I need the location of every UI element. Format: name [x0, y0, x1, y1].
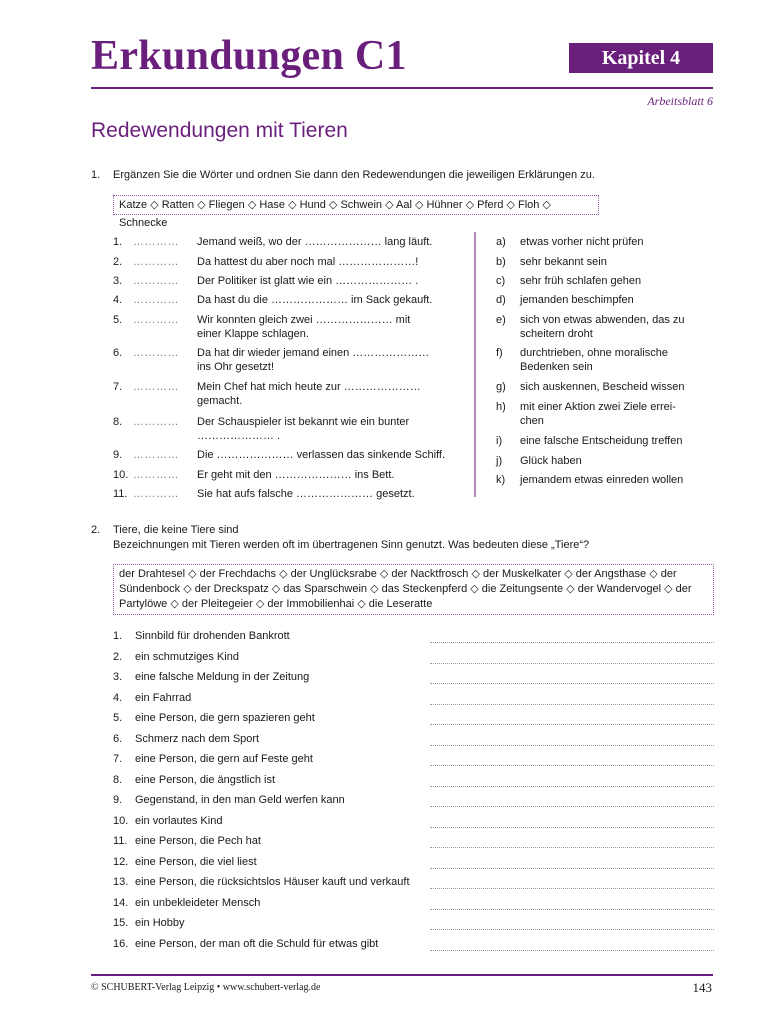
list-item-text: Schmerz nach dem Sport — [135, 732, 260, 745]
answer-blank[interactable]: ………… — [133, 449, 179, 461]
explanation-letter: c) — [496, 275, 506, 287]
page-number: 143 — [692, 980, 712, 995]
list-item-text: eine Person, die gern auf Feste geht — [135, 753, 313, 765]
list-number: 6. — [113, 732, 123, 745]
answer-line[interactable] — [430, 662, 714, 664]
answer-blank[interactable]: ………… — [133, 488, 179, 500]
footer-divider — [91, 974, 713, 976]
list-number: 14. — [113, 896, 129, 909]
list-number: 4. — [113, 691, 123, 704]
explanation-text: jemandem etwas einreden wollen — [520, 474, 684, 486]
column-divider — [474, 232, 476, 497]
idiom-number: 3. — [113, 275, 123, 287]
answer-line[interactable] — [430, 867, 714, 869]
explanation-text: sehr früh schlafen gehen — [520, 275, 642, 287]
brand-title: Erkundungen C1 — [91, 33, 407, 79]
explanation-text: Glück haben — [520, 455, 582, 467]
explanation-letter: j) — [496, 455, 503, 467]
list-number: 8. — [113, 773, 123, 786]
list-number: 11. — [113, 835, 128, 847]
exercise-1-instruction: Ergänzen Sie die Wörter und ordnen Sie dann den Redewendungen die jeweiligen Erklärungen zu. — [113, 169, 595, 181]
explanation-text: sich auskennen, Bescheid wissen — [520, 381, 685, 393]
answer-line[interactable] — [430, 641, 714, 643]
list-item-text: eine Person, die rücksichtslos Häuser kauft und verkauft — [135, 876, 410, 888]
exercise-2-number: 2. — [91, 524, 101, 536]
list-number: 7. — [113, 753, 123, 765]
idiom-number: 7. — [113, 381, 123, 393]
explanation-letter: d) — [496, 294, 506, 306]
chapter-badge: Kapitel 4 — [569, 43, 713, 73]
list-number: 10. — [113, 814, 129, 827]
answer-line[interactable] — [430, 682, 714, 684]
wordbox-line: der Drahtesel ◇ der Frechdachs ◇ der Unglücksrabe ◇ der Nacktfrosch ◇ der Muskelkater ◇ der Angsthase ◇ der — [119, 568, 677, 580]
explanation-text: sehr bekannt sein — [520, 256, 607, 268]
list-item-text: Gegenstand, in den man Geld werfen kann — [135, 794, 345, 806]
explanation-letter: i) — [496, 435, 503, 447]
answer-blank[interactable]: ………… — [133, 275, 179, 287]
explanation-letter: g) — [496, 381, 506, 393]
idiom-text: Die ………………… verlassen das sinkende Schiff. — [197, 449, 445, 461]
list-item-text: ein vorlautes Kind — [135, 814, 223, 827]
exercise-1-wordbox: Katze ◇ Ratten ◇ Fliegen ◇ Hase ◇ Hund ◇ Schwein ◇ Aal ◇ Hühner ◇ Pferd ◇ Floh ◇ Schnecke — [113, 195, 599, 215]
list-number: 2. — [113, 650, 123, 663]
idiom-number: 1. — [113, 236, 123, 248]
answer-line[interactable] — [430, 764, 714, 766]
idiom-number: 2. — [113, 256, 123, 268]
list-number: 3. — [113, 671, 123, 683]
answer-line[interactable] — [430, 723, 714, 725]
list-item-text: ein Fahrrad — [135, 691, 192, 704]
footer-copyright: © SCHUBERT-Verlag Leipzig • www.schubert-verlag.de — [91, 982, 321, 993]
list-number: 15. — [113, 917, 129, 929]
list-number: 5. — [113, 712, 123, 724]
idiom-text: Der Schauspieler ist bekannt wie ein bunter — [197, 416, 410, 428]
answer-blank[interactable]: ………… — [133, 236, 179, 248]
answer-blank[interactable]: ………… — [133, 469, 179, 481]
answer-line[interactable] — [430, 928, 714, 930]
idiom-number: 5. — [113, 314, 123, 326]
answer-blank[interactable]: ………… — [133, 314, 179, 326]
answer-line[interactable] — [430, 826, 714, 828]
list-item-text: eine Person, die gern spazieren geht — [135, 712, 315, 724]
page-title: Redewendungen mit Tieren — [91, 119, 348, 142]
answer-blank[interactable]: ………… — [133, 256, 179, 268]
idiom-text-cont: gemacht. — [197, 395, 243, 407]
explanation-letter: k) — [496, 474, 506, 486]
explanation-letter: h) — [496, 401, 506, 413]
idiom-text: Der Politiker ist glatt wie ein ………………… . — [197, 275, 419, 287]
list-number: 16. — [113, 937, 129, 950]
list-number: 9. — [113, 794, 123, 806]
explanation-letter: a) — [496, 236, 506, 248]
idiom-number: 9. — [113, 449, 123, 461]
explanation-text-cont: scheitern droht — [520, 328, 593, 340]
exercise-2-wordbox — [113, 564, 714, 615]
list-item-text: eine Person, die viel liest — [135, 855, 257, 868]
explanation-letter: e) — [496, 314, 506, 326]
list-number: 1. — [113, 630, 123, 642]
list-item-text: eine Person, der man oft die Schuld für etwas gibt — [135, 937, 379, 950]
explanation-text: jemanden beschimpfen — [520, 294, 634, 306]
list-number: 12. — [113, 855, 129, 868]
list-number: 13. — [113, 876, 129, 888]
idiom-number: 6. — [113, 347, 123, 359]
idiom-number: 11. — [113, 488, 128, 500]
idiom-text: Jemand weiß, wo der ………………… lang läuft. — [197, 236, 433, 248]
list-item-text: ein Hobby — [135, 917, 185, 929]
explanation-text-cont: Bedenken sein — [520, 361, 593, 373]
explanation-letter: b) — [496, 256, 506, 268]
idiom-number: 4. — [113, 294, 123, 306]
idiom-text: Er geht mit den ………………… ins Bett. — [197, 469, 395, 481]
list-item-text: ein unbekleideter Mensch — [135, 896, 261, 909]
explanation-letter: f) — [496, 347, 503, 359]
idiom-text: Da hat dir wieder jemand einen ………………… — [197, 347, 430, 359]
explanation-text: etwas vorher nicht prüfen — [520, 236, 644, 248]
answer-line[interactable] — [430, 949, 714, 951]
list-item-text: eine Person, die ängstlich ist — [135, 773, 276, 786]
exercise-2-title: Tiere, die keine Tiere sind — [113, 524, 239, 536]
idiom-text: Sie hat aufs falsche ………………… gesetzt. — [197, 488, 415, 500]
wordbox-line: Sündenbock ◇ der Dreckspatz ◇ das Sparschwein ◇ das Steckenpferd ◇ die Zeitungsente ◇ der Wandervogel ◇ der — [119, 583, 692, 595]
explanation-text: eine falsche Entscheidung treffen — [520, 435, 683, 447]
idiom-number: 8. — [113, 416, 123, 428]
list-item-text: Sinnbild für drohenden Bankrott — [135, 630, 290, 642]
idiom-text-cont: ………………… . — [197, 430, 281, 442]
idiom-text: Da hast du die ………………… im Sack gekauft. — [197, 294, 433, 306]
exercise-2-instruction: Bezeichnungen mit Tieren werden oft im übertragenen Sinn genutzt. Was bedeuten diese „Tiere“? — [113, 539, 590, 551]
answer-line[interactable] — [430, 805, 714, 807]
list-item-text: eine falsche Meldung in der Zeitung — [135, 671, 310, 683]
exercise-1-number: 1. — [91, 169, 101, 181]
explanation-text: durchtrieben, ohne moralische — [520, 347, 668, 359]
answer-line[interactable] — [430, 887, 714, 889]
answer-line[interactable] — [430, 785, 714, 787]
worksheet-label: Arbeitsblatt 6 — [647, 94, 713, 108]
list-item-text: eine Person, die Pech hat — [135, 835, 261, 847]
explanation-text: mit einer Aktion zwei Ziele errei- — [520, 401, 676, 413]
wordbox-line: Partylöwe ◇ der Pleitegeier ◇ der Immobilienhai ◇ die Leseratte — [119, 598, 433, 610]
answer-blank[interactable]: ………… — [133, 294, 179, 306]
list-item-text: ein schmutziges Kind — [135, 650, 239, 663]
answer-line[interactable] — [430, 908, 714, 910]
answer-line[interactable] — [430, 744, 714, 746]
idiom-text: Wir konnten gleich zwei ………………… mit — [197, 314, 411, 326]
header-divider — [91, 87, 713, 89]
idiom-number: 10. — [113, 469, 129, 481]
idiom-text: Mein Chef hat mich heute zur ………………… — [197, 381, 421, 393]
answer-blank[interactable]: ………… — [133, 347, 179, 359]
idiom-text-cont: einer Klappe schlagen. — [197, 328, 309, 340]
explanation-text: sich von etwas abwenden, das zu — [520, 314, 685, 326]
answer-line[interactable] — [430, 703, 714, 705]
answer-blank[interactable]: ………… — [133, 416, 179, 428]
idiom-text-cont: ins Ohr gesetzt! — [197, 361, 275, 373]
idiom-text: Da hattest du aber noch mal …………………! — [197, 256, 419, 268]
explanation-text-cont: chen — [520, 415, 544, 427]
answer-blank[interactable]: ………… — [133, 381, 179, 393]
answer-line[interactable] — [430, 846, 714, 848]
